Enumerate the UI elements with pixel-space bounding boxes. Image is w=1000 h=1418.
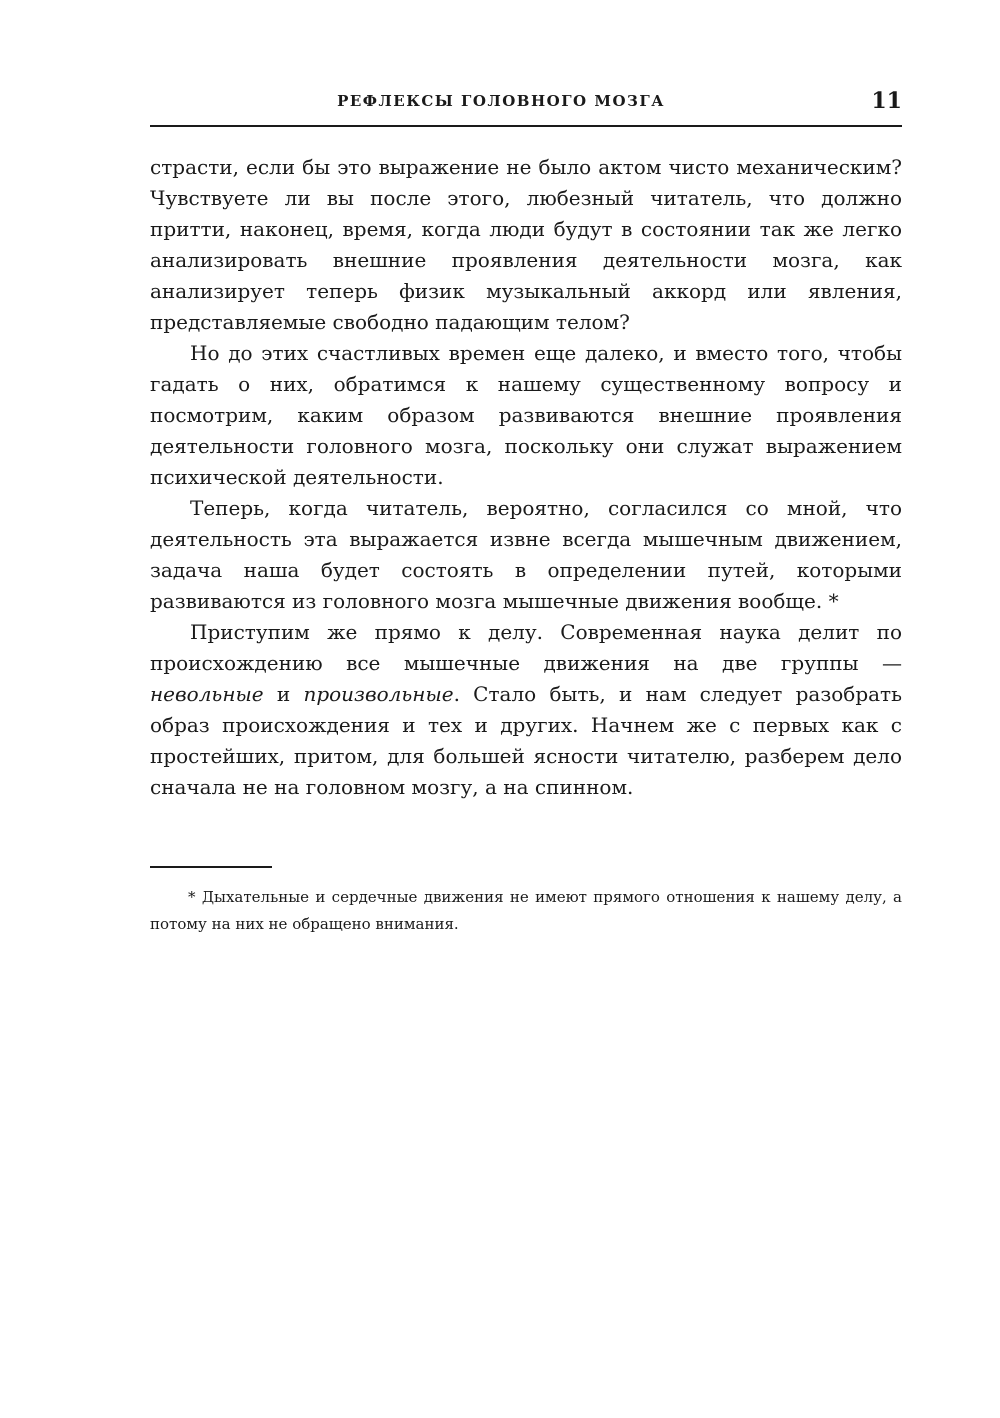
page-number: 11 <box>871 88 902 114</box>
term-involuntary: невольные <box>150 682 264 706</box>
footnote: * Дыхательные и сердечные движения не имеют прямого отношения к нашему делу, а потому на них не обращено внимания. <box>150 888 902 933</box>
paragraph-4-text-a: Приступим же прямо к делу. Современная наука делит по происхождению все мышечные движения на две группы — <box>150 620 902 675</box>
paragraph-3: Теперь, когда читатель, вероятно, согласился со мной, что деятельность эта выражается извне всегда мышечным движением, задача наша будет состоять в определении путей, которыми развиваются из головного мозга мышечные движения вообще. * <box>150 496 902 613</box>
footnote-rule <box>150 866 272 868</box>
paragraph-2: Но до этих счастливых времен еще далеко, и вместо того, чтобы гадать о них, обратимся к нашему существенному вопросу и посмотрим, каким образом развиваются внешние проявления деятельности головного мозга, поскольку они служат выражением психической деятельности. <box>150 341 902 489</box>
paragraph-4 <box>150 617 902 803</box>
header-rule <box>150 125 902 127</box>
running-head <box>150 86 902 122</box>
term-voluntary: произвольные <box>303 682 454 706</box>
paragraph-4-text-c: . Стало быть, и нам следует разобрать образ происхождения и тех и других. Начнем же с первых как с простейших, притом, для большей ясности читателю, разберем дело сначала не на головном мозгу, а на спинном. <box>150 682 902 799</box>
paragraph-1: страсти, если бы это выражение не было актом чисто механическим? Чувствуете ли вы после этого, любезный читатель, что должно притти, наконец, время, когда люди будут в состоянии так же легко анализировать внешние проявления деятельности мозга, как анализирует теперь физик музыкальный аккорд или явления, представляемые свободно падающим телом? <box>150 155 902 334</box>
paragraph-4-text-b: и <box>263 682 304 706</box>
running-title: РЕФЛЕКСЫ ГОЛОВНОГО МОЗГА <box>337 92 665 110</box>
body-text <box>150 152 902 803</box>
